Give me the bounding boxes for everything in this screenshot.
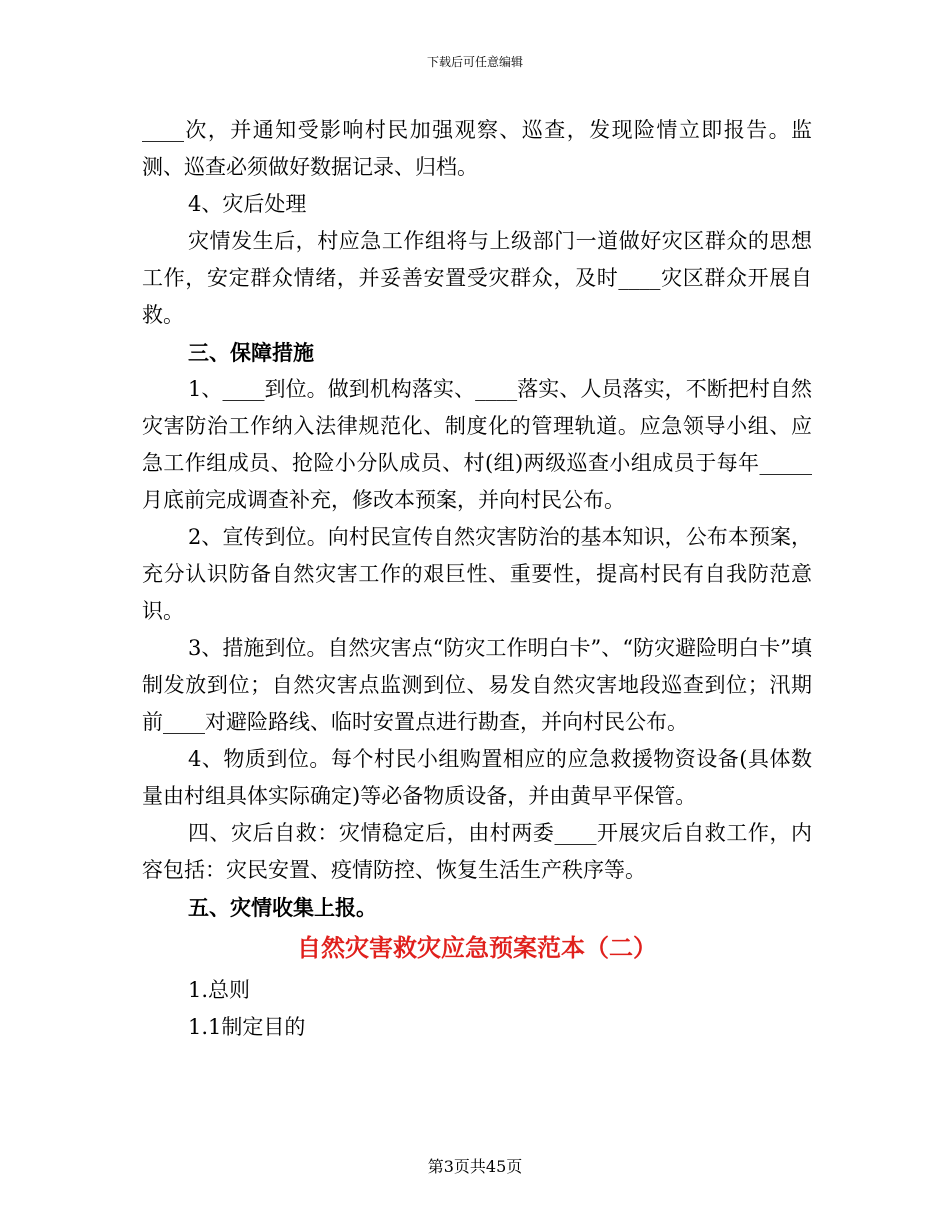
page-footer: 第3页共45页 [427, 1157, 523, 1176]
paragraph-6: 4、物质到位。每个村民小组购置相应的应急救援物资设备(具体数量由村组具体实际确定)等必备物质设备，并由黄早平保管。 [142, 747, 812, 808]
paragraph-1: ____次，并通知受影响村民加强观察、巡查，发现险情立即报告。监测、巡查必须做好数据记录、归档。 [142, 118, 812, 179]
paragraph-2: 灾情发生后，村应急工作组将与上级部门一道做好灾区群众的思想工作，安定群众情绪，并妥善安置受灾群众，及时____灾区群众开展自救。 [142, 229, 812, 327]
paragraph-4: 2、宣传到位。向村民宣传自然灾害防治的基本知识，公布本预案，充分认识防备自然灾害工作的艰巨性、重要性，提高村民有自我防范意识。 [142, 525, 812, 623]
section-heading-5: 五、灾情收集上报。 [188, 895, 377, 920]
paragraph-5: 3、措施到位。自然灾害点“防灾工作明白卡”、“防灾避险明白卡”填制发放到位；自然灾害点监测到位、易发自然灾害地段巡查到位；汛期前____对避险路线、临时安置点进行勘查，并向村民公布。 [142, 636, 812, 734]
subheading-purpose: 1.1制定目的 [188, 1015, 306, 1039]
document-body [142, 112, 812, 1046]
section-heading-3: 三、保障措施 [188, 340, 314, 365]
subheading-general: 1.总则 [188, 978, 251, 1002]
document-section-title: 自然灾害救灾应急预案范本（二） [297, 933, 657, 962]
paragraph-heading-4: 4、灾后处理 [188, 192, 307, 216]
page-header: 下载后可任意编辑 [426, 55, 523, 69]
paragraph-3: 1、____到位。做到机构落实、____落实、人员落实，不断把村自然灾害防治工作纳入法律规范化、制度化的管理轨道。应急领导小组、应急工作组成员、抢险小分队成员、村(组)两级巡查小组成员于每年_____月底前完成调查补充，修改本预案，并向村民公布。 [142, 377, 812, 512]
paragraph-7: 四、灾后自救：灾情稳定后，由村两委____开展灾后自救工作，内容包括：灾民安置、疫情防控、恢复生活生产秩序等。 [142, 821, 812, 882]
